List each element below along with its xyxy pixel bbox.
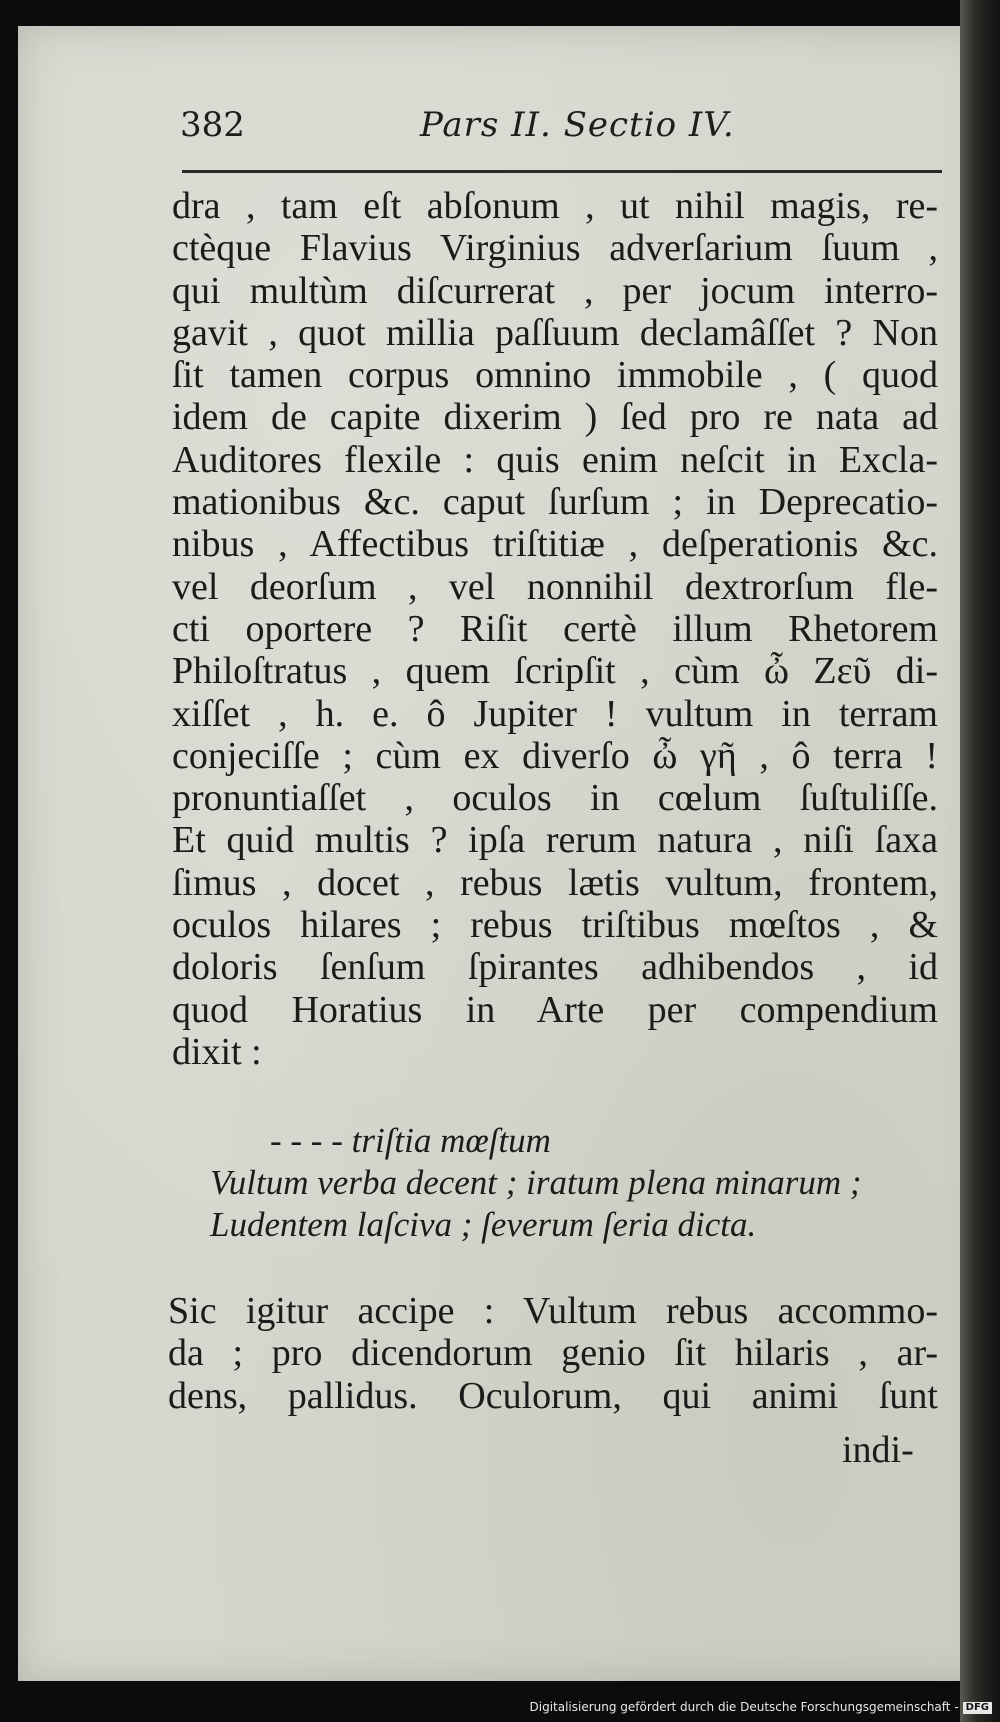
text-line: dixit : xyxy=(172,1030,262,1073)
catchword: indi- xyxy=(842,1429,914,1471)
page-number: 382 xyxy=(180,105,245,145)
text-line: Philoſtratus , quem ſcripſit , cùm ὦ Ζεῦ di- xyxy=(172,650,938,693)
closing-paragraph xyxy=(168,1290,938,1417)
text-line: ſimus , docet , rebus lætis vultum, frontem, xyxy=(172,861,938,904)
text-line: oculos hilares ; rebus triſtibus mœſtos , & xyxy=(172,904,938,947)
text-line: xiſſet , h. e. ô Jupiter ! vultum in terram xyxy=(172,692,938,735)
running-title: Pars II. Sectio IV. xyxy=(420,105,735,145)
text-line: idem de capite dixerim ) ſed pro re nata ad xyxy=(172,396,938,439)
text-line: doloris ſenſum ſpirantes adhibendos , id xyxy=(172,946,938,989)
digitization-credit xyxy=(530,1700,993,1714)
text-line: da ; pro dicendorum genio ſit hilaris , ar- xyxy=(168,1332,938,1375)
verse-line: Ludentem laſciva ; ſeverum ſeria dicta. xyxy=(210,1205,757,1244)
dfg-logo: DFG xyxy=(963,1702,992,1714)
text-line: Sic igitur accipe : Vultum rebus accommo- xyxy=(168,1290,938,1332)
text-line: cti oportere ? Riſit certè illum Rhetorem xyxy=(172,607,938,650)
text-line: nibus , Affectibus triſtitiæ , deſperationis &c. xyxy=(172,523,938,566)
text-line: conjeciſſe ; cùm ex diverſo ὦ γῆ , ô terra ! xyxy=(172,734,938,777)
text-line: mationibus &c. caput ſurſum ; in Deprecatio- xyxy=(172,481,938,524)
verse-quotation xyxy=(210,1120,930,1246)
text-line: Et quid multis ? ipſa rerum natura , niſi ſaxa xyxy=(172,819,938,862)
header-rule xyxy=(182,170,942,173)
verse-line: Vultum verba decent ; iratum plena minarum ; xyxy=(210,1163,862,1202)
body-paragraph xyxy=(172,185,938,1073)
text-line: Auditores flexile : quis enim neſcit in Excla- xyxy=(172,438,938,481)
text-line: dra , tam eſt abſonum , ut nihil magis, re- xyxy=(172,185,938,227)
text-line: ſit tamen corpus omnino immobile , ( quod xyxy=(172,354,938,397)
text-line: qui multùm diſcurrerat , per jocum interro- xyxy=(172,269,938,312)
text-line: gavit , quot millia paſſuum declamâſſet ? Non xyxy=(172,311,938,354)
text-line: quod Horatius in Arte per compendium xyxy=(172,988,938,1031)
text-line: dens, pallidus. Oculorum, qui animi ſunt xyxy=(168,1374,938,1417)
credit-text: Digitalisierung gefördert durch die Deutsche Forschungsgemeinschaft - xyxy=(529,1700,959,1714)
book-spine-edge xyxy=(960,0,1000,1722)
text-line: pronuntiaſſet , oculos in cœlum ſuſtuliſſe. xyxy=(172,777,938,820)
text-line: vel deorſum , vel nonnihil dextrorſum fle- xyxy=(172,565,938,608)
verse-line: - - - - triſtia mœſtum xyxy=(270,1121,551,1160)
page-header xyxy=(180,105,940,155)
text-line: ctèque Flavius Virginius adverſarium ſuum , xyxy=(172,227,938,270)
